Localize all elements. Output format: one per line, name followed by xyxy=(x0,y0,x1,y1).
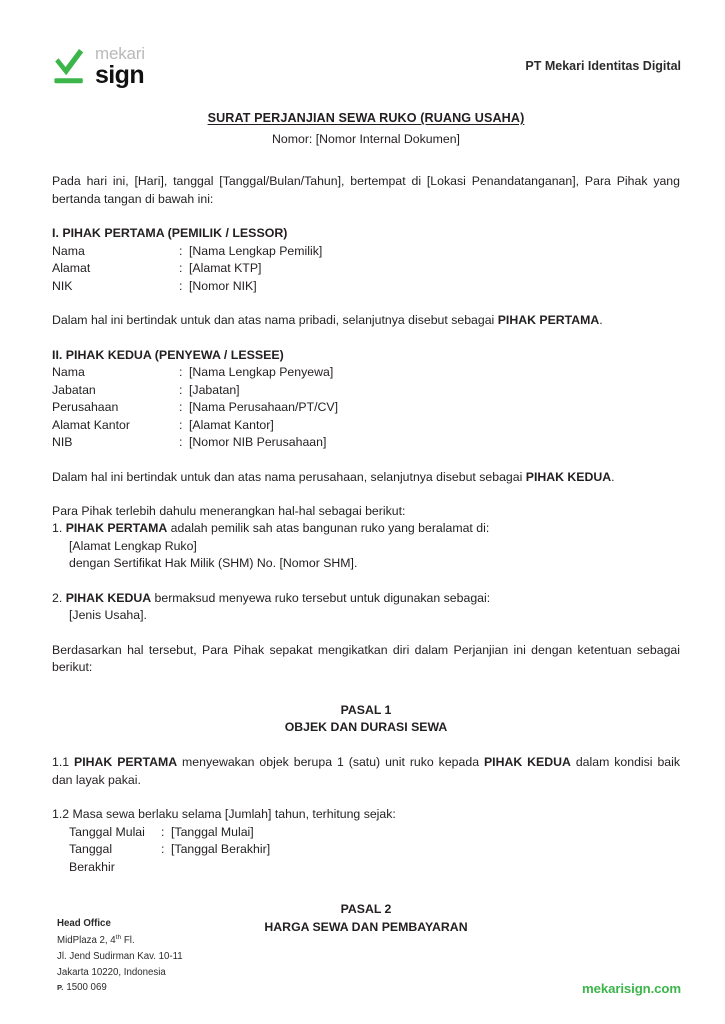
brand-name-sign: sign xyxy=(95,60,144,89)
detail-label: Jabatan xyxy=(52,382,96,397)
recital-intro: Para Pihak terlebih dahulu menerangkan hal-hal sebagai berikut: xyxy=(52,503,406,518)
party-one-heading: I. PIHAK PERTAMA (PEMILIK / LESSOR) xyxy=(52,226,288,241)
detail-label: Nama xyxy=(52,365,85,380)
brand-name-mekari: mekari xyxy=(95,43,145,63)
clause-1-1 xyxy=(52,754,680,789)
detail-separator: : xyxy=(179,435,183,450)
recital-text: bermaksud menyewa ruko tersebut untuk digunakan sebagai: xyxy=(151,590,491,605)
head-office-title: Head Office xyxy=(57,918,111,930)
detail-value: [Jabatan] xyxy=(189,382,240,397)
clause-party-bold-second: PIHAK KEDUA xyxy=(483,755,571,770)
statement-text: Dalam hal ini bertindak untuk dan atas nama pribadi, selanjutnya disebut sebagai xyxy=(52,313,498,328)
recital-item-1-sub-1: [Alamat Lengkap Ruko] xyxy=(69,538,197,553)
mekari-sign-logo xyxy=(52,45,145,88)
statement-period: . xyxy=(611,469,615,484)
document-footer xyxy=(57,916,681,996)
title-block xyxy=(52,110,680,148)
recital-number: 2. xyxy=(52,590,66,605)
lease-end-value: [Tanggal Berakhir] xyxy=(171,842,271,857)
statement-period: . xyxy=(599,313,603,328)
phone-label: P. xyxy=(57,983,64,993)
office-address-line-3: Jakarta 10220, Indonesia xyxy=(57,966,166,978)
address-text: MidPlaza 2, 4 xyxy=(57,935,116,947)
statement-party-bold: PIHAK KEDUA xyxy=(525,469,612,484)
lease-start-label: Tanggal Mulai xyxy=(69,824,145,839)
detail-value: [Nomor NIB Perusahaan] xyxy=(189,435,327,450)
opening-paragraph: Pada hari ini, [Hari], tanggal [Tanggal/Bulan/Tahun], bertempat di [Lokasi Penandatanganan], Para Pihak yang bertanda tangan di bawah ini: xyxy=(52,174,680,206)
detail-value: [Nama Perusahaan/PT/CV] xyxy=(189,400,338,415)
lease-end-row xyxy=(52,841,680,876)
detail-value: [Nama Lengkap Penyewa] xyxy=(189,365,334,380)
recital-item-1 xyxy=(52,520,680,537)
detail-row xyxy=(52,243,680,260)
brand-wordmark xyxy=(95,45,145,88)
recital-item-2-sub-1: [Jenis Usaha]. xyxy=(69,608,147,623)
detail-row xyxy=(52,399,680,416)
recital-party-bold: PIHAK KEDUA xyxy=(65,590,152,605)
party-one-statement xyxy=(52,312,680,329)
detail-row xyxy=(52,260,680,277)
clause-party-bold-first: PIHAK PERTAMA xyxy=(74,755,178,770)
lease-end-label: Tanggal Berakhir xyxy=(69,842,115,874)
pasal-2-number: PASAL 2 xyxy=(340,901,392,916)
statement-text: Dalam hal ini bertindak untuk dan atas nama perusahaan, selanjutnya disebut sebagai xyxy=(52,469,526,484)
office-address-line-2: Jl. Jend Sudirman Kav. 10-11 xyxy=(57,950,183,962)
detail-separator: : xyxy=(179,365,183,380)
pasal-1-title: OBJEK DAN DURASI SEWA xyxy=(284,720,448,735)
detail-value: [Alamat Kantor] xyxy=(189,417,274,432)
detail-label: Alamat xyxy=(52,261,91,276)
detail-value: [Nomor NIK] xyxy=(189,278,257,293)
detail-row xyxy=(52,434,680,451)
office-address-line-1 xyxy=(57,933,183,949)
detail-label: Perusahaan xyxy=(52,400,119,415)
check-mark-icon xyxy=(52,46,86,86)
recital-closing: Berdasarkan hal tersebut, Para Pihak sepakat mengikatkan diri dalam Perjanjian ini dengan ketentuan sebagai berikut: xyxy=(52,642,680,675)
floor-ordinal-suffix: th xyxy=(115,933,122,941)
lease-start-separator: : xyxy=(161,824,165,839)
detail-label: NIB xyxy=(52,435,73,450)
address-text-suffix: Fl. xyxy=(121,935,135,947)
detail-row xyxy=(52,417,680,434)
pasal-2-title: HARGA SEWA DAN PEMBAYARAN xyxy=(264,919,468,934)
lease-start-value: [Tanggal Mulai] xyxy=(171,824,254,839)
website-link[interactable]: mekarisign.com xyxy=(581,981,681,996)
statement-party-bold: PIHAK PERTAMA xyxy=(497,313,600,328)
detail-row xyxy=(52,278,680,295)
clause-number: 1.1 xyxy=(52,755,75,770)
recital-text: adalah pemilik sah atas bangunan ruko yang beralamat di: xyxy=(167,521,490,536)
pasal-1-number: PASAL 1 xyxy=(340,702,392,717)
detail-label: NIK xyxy=(52,278,73,293)
detail-label: Alamat Kantor xyxy=(52,417,130,432)
recital-party-bold: PIHAK PERTAMA xyxy=(65,521,168,536)
document-body xyxy=(52,110,680,937)
detail-separator: : xyxy=(179,382,183,397)
detail-separator: : xyxy=(179,417,183,432)
detail-separator: : xyxy=(179,243,183,258)
detail-separator: : xyxy=(179,278,183,293)
detail-separator: : xyxy=(179,400,183,415)
office-phone-line xyxy=(57,980,183,996)
pasal-1-heading xyxy=(52,702,680,738)
clause-text-mid: menyewakan objek berupa 1 (satu) unit ruko kepada xyxy=(177,755,484,770)
detail-value: [Nama Lengkap Pemilik] xyxy=(189,243,323,258)
detail-row xyxy=(52,382,680,399)
clause-text-tail: dalam kondisi baik dan layak pakai. xyxy=(52,755,680,787)
party-two-heading: II. PIHAK KEDUA (PENYEWA / LESSEE) xyxy=(52,347,284,362)
party-two-details xyxy=(52,364,680,451)
lease-start-row xyxy=(52,824,680,841)
detail-separator: : xyxy=(179,261,183,276)
detail-label: Nama xyxy=(52,243,85,258)
lease-end-separator: : xyxy=(161,842,165,857)
recital-number: 1. xyxy=(52,521,66,536)
clause-1-2: 1.2 Masa sewa berlaku selama [Jumlah] tahun, terhitung sejak: xyxy=(52,807,396,822)
recital-item-2 xyxy=(52,590,680,607)
document-title: SURAT PERJANJIAN SEWA RUKO (RUANG USAHA) xyxy=(207,111,525,125)
party-one-details xyxy=(52,243,680,295)
company-entity-name: PT Mekari Identitas Digital xyxy=(525,59,681,73)
recital-item-1-sub-2: dengan Sertifikat Hak Milik (SHM) No. [Nomor SHM]. xyxy=(69,556,358,571)
detail-value: [Alamat KTP] xyxy=(189,261,262,276)
detail-row xyxy=(52,364,680,381)
party-two-statement xyxy=(52,469,680,486)
document-header xyxy=(52,36,681,96)
document-number: Nomor: [Nomor Internal Dokumen] xyxy=(272,131,460,146)
head-office-block xyxy=(57,916,183,996)
phone-number: 1500 069 xyxy=(66,982,107,994)
